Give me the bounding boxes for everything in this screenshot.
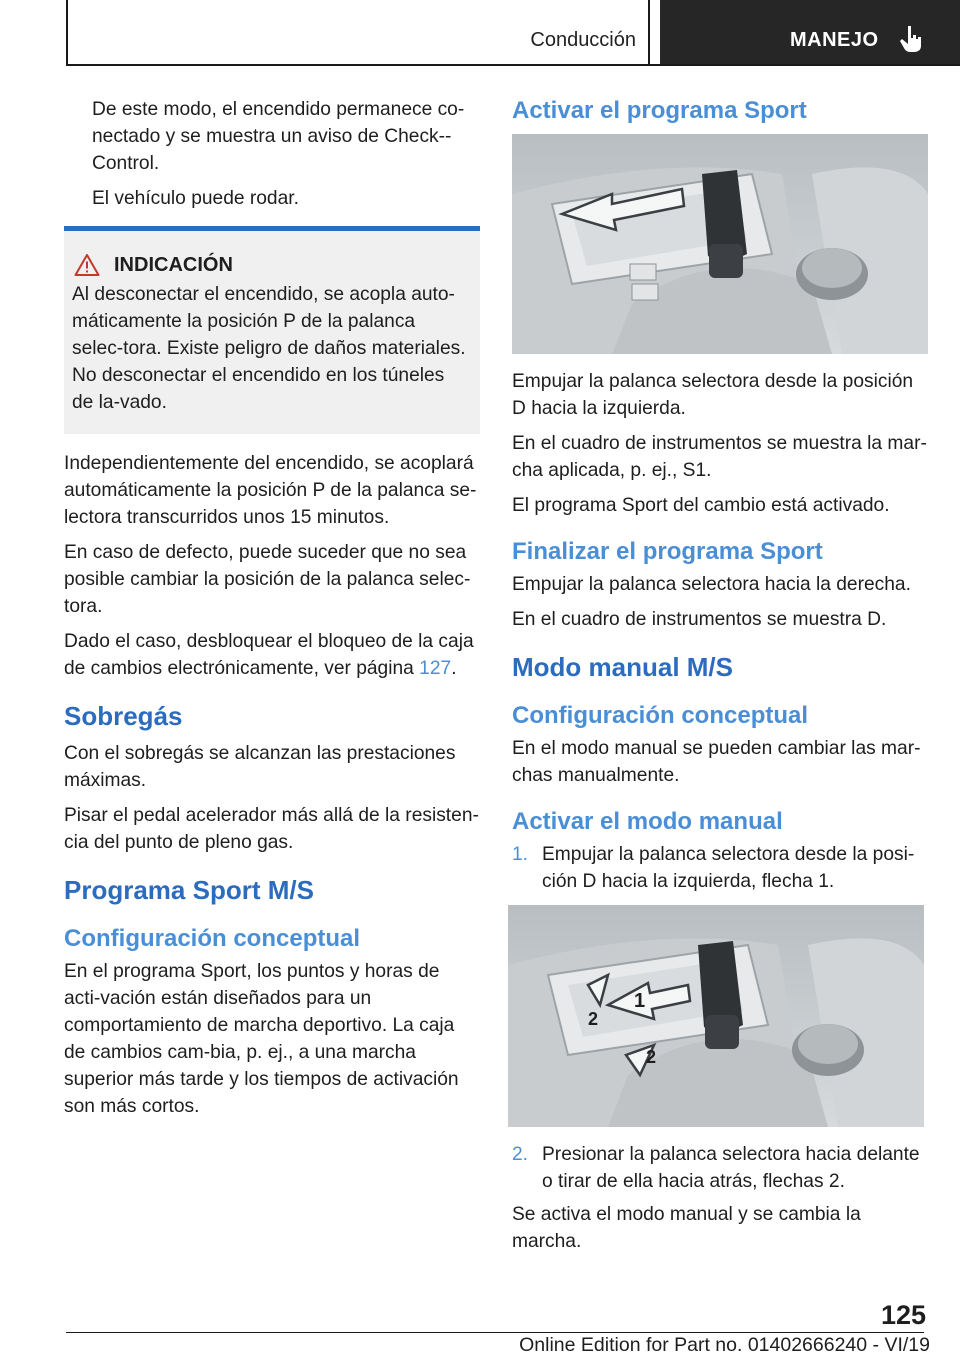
paragraph-sobregas-1: Con el sobregás se alcanzan las prestaciones máximas. (64, 743, 456, 791)
figure-sport-lever (512, 134, 928, 354)
paragraph-manual-final: Se activa el modo manual y se cambia la marcha. (512, 1204, 861, 1252)
notice-title: INDICACIÓN (114, 253, 233, 276)
header-section-title: Conducción (530, 29, 636, 51)
heading-sobregas: Sobregás (64, 701, 183, 731)
heading-sport-program: Programa Sport M/S (64, 875, 314, 905)
warning-triangle-icon (74, 253, 100, 277)
header-chapter-tab (660, 0, 960, 64)
page-reference-link[interactable]: 127 (419, 658, 452, 679)
footer-rule (66, 1332, 924, 1333)
paragraph-activate-sport-1: Empujar la palanca selectora desde la posición D hacia la izquierda. (512, 371, 914, 419)
paragraph-manual-concept: En el modo manual se pueden cambiar las mar-chas manualmente. (512, 738, 921, 786)
figure-arrow-label-1: 1 (634, 990, 646, 1012)
heading-activate-manual: Activar el modo manual (512, 808, 783, 835)
header-chapter-title: MANEJO (790, 29, 879, 51)
heading-manual-mode: Modo manual M/S (512, 652, 733, 682)
step-2 (512, 1141, 928, 1195)
gear-selector-illustration-2 (508, 905, 924, 1127)
steps-list-continued (512, 1141, 928, 1195)
paragraph-auto-park: Independientemente del encendido, se acoplará automáticamente la posición P de la palanca se-lectora transcurridos unos 15 minutos. (64, 453, 477, 528)
left-column (64, 96, 480, 1128)
step-1-number: 1. (512, 844, 529, 865)
paragraph-unlock-end: . (451, 658, 457, 679)
paragraph-unlock (64, 628, 480, 682)
figure-arrow-label-2b: 2 (646, 1047, 657, 1067)
figure-arrow-label-2a: 2 (588, 1009, 599, 1029)
gear-selector-illustration-1 (512, 134, 928, 354)
heading-finish-sport: Finalizar el programa Sport (512, 538, 823, 565)
right-column (512, 96, 928, 1263)
paragraph-activate-sport-3: El programa Sport del cambio está activado. (512, 495, 890, 516)
hand-pointer-icon (896, 24, 926, 54)
intro-paragraph-1: De este modo, el encendido permanece co-nectado y se muestra un aviso de Check--Control. (92, 99, 465, 174)
step-2-text: Presionar la palanca selectora hacia delante o tirar de ella hacia atrás, flechas 2. (542, 1144, 920, 1192)
step-1-text: Empujar la palanca selectora desde la posi-ción D hacia la izquierda, flecha 1. (542, 844, 915, 892)
heading-activate-sport: Activar el programa Sport (512, 97, 807, 124)
paragraph-sport-concept: En el programa Sport, los puntos y horas de acti-vación están diseñados para un comportamiento de marcha deportivo. La caja de cambios cam-bia, p. ej., a una marcha superior más tarde y los tiempos de activación son más cortos. (64, 961, 459, 1117)
intro-paragraph-2: El vehículo puede rodar. (92, 188, 299, 209)
header-rule (66, 64, 960, 66)
heading-manual-concept: Configuración conceptual (512, 702, 809, 729)
figure-manual-lever (508, 905, 924, 1127)
notice-text: Al desconectar el encendido, se acopla auto-máticamente la posición P de la palanca selec-tora. Existe peligro de daños materiales. No desconectar el encendido en los túneles de la-vado. (72, 284, 466, 413)
footer-edition: Online Edition for Part no. 01402666240 - VI/19 (519, 1334, 930, 1356)
heading-sport-concept: Configuración conceptual (64, 925, 361, 952)
page-number: 125 (880, 1300, 926, 1330)
steps-list (512, 841, 928, 895)
notice-box (64, 226, 480, 434)
paragraph-defect: En caso de defecto, puede suceder que no sea posible cambiar la posición de la palanca selec-tora. (64, 542, 471, 617)
paragraph-finish-sport-2: En el cuadro de instrumentos se muestra D. (512, 609, 887, 630)
paragraph-unlock-text: Dado el caso, desbloquear el bloqueo de la caja de cambios electrónicamente, ver página (64, 631, 474, 679)
step-1 (512, 841, 928, 895)
paragraph-sobregas-2: Pisar el pedal acelerador más allá de la resisten-cia del punto de pleno gas. (64, 805, 479, 853)
paragraph-activate-sport-2: En el cuadro de instrumentos se muestra la mar-cha aplicada, p. ej., S1. (512, 433, 927, 481)
step-2-number: 2. (512, 1144, 529, 1165)
paragraph-finish-sport-1: Empujar la palanca selectora hacia la derecha. (512, 574, 911, 595)
